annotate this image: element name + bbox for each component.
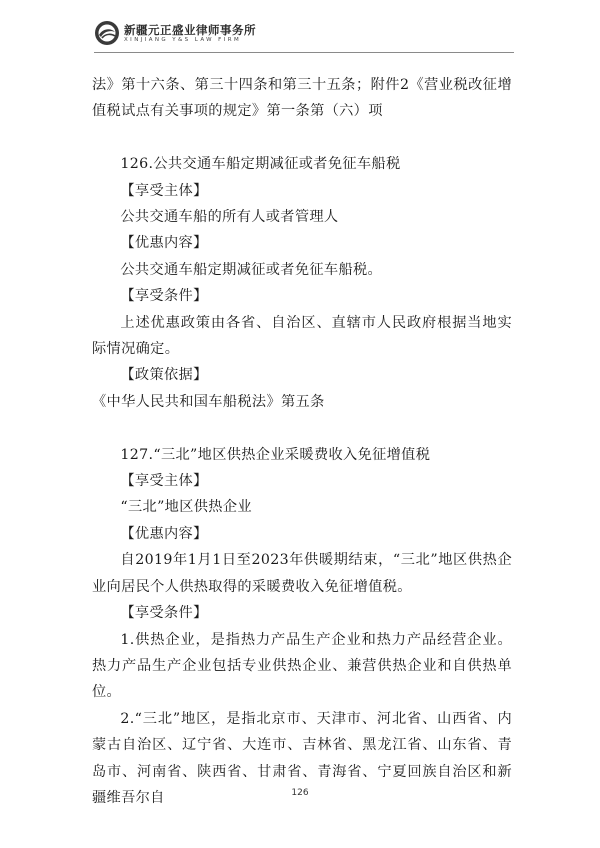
firm-name-cn: 新疆元正盛业律师事务所	[124, 23, 256, 37]
page-header	[94, 18, 514, 53]
paragraph: 自2019年1月1日至2023年供暖期结束，“三北”地区供热企业向居民个人供热取得的采暖费收入免征增值税。	[92, 552, 512, 595]
paragraph: 1.供热企业，是指热力产品生产企业和热力产品经营企业。热力产品生产企业包括专业供热企业、兼营供热企业和自供热单位。	[92, 631, 512, 701]
section-heading-126: 126.公共交通车船定期减征或者免征车船税	[120, 156, 401, 173]
paragraph: 公共交通车船的所有人或者管理人	[120, 209, 339, 226]
spacer	[92, 415, 512, 441]
paragraph: 法》第十六条、第三十四条和第三十五条；附件2《营业税改征增值税试点有关事项的规定》第一条第（六）项	[92, 77, 512, 120]
paragraph: 《中华人民共和国车船税法》第五条	[92, 393, 325, 410]
paragraph: 公共交通车船定期减征或者免征车船税。	[120, 261, 383, 278]
paragraph: 上述优惠政策由各省、自治区、直辖市人民政府根据当地实际情况确定。	[92, 314, 512, 358]
document-body	[92, 72, 512, 811]
spacer	[92, 125, 512, 151]
section-heading-127: 127.“三北”地区供热企业采暖费收入免征增值税	[120, 446, 431, 463]
paragraph: 2.“三北”地区，是指北京市、天津市、河北省、山西省、内蒙古自治区、辽宁省、大连市、吉林省、黑龙江省、山东省、青岛市、河南省、陕西省、甘肃省、青海省、宁夏回族自治区和新疆维吾尔自	[92, 710, 512, 806]
subheading-conditions: 【享受条件】	[120, 288, 208, 305]
subheading-benefit: 【优惠内容】	[120, 525, 208, 542]
subheading-beneficiary: 【享受主体】	[120, 182, 208, 199]
subheading-conditions: 【享受条件】	[120, 605, 208, 622]
firm-logo-icon	[94, 20, 120, 46]
paragraph: “三北”地区供热企业	[120, 499, 252, 516]
subheading-benefit: 【优惠内容】	[120, 235, 208, 252]
subheading-beneficiary: 【享受主体】	[120, 473, 208, 490]
firm-name-en: XINJIANG Y&S LAW FIRM	[124, 37, 242, 43]
subheading-basis: 【政策依据】	[120, 367, 208, 384]
page-number: 126	[291, 788, 309, 798]
